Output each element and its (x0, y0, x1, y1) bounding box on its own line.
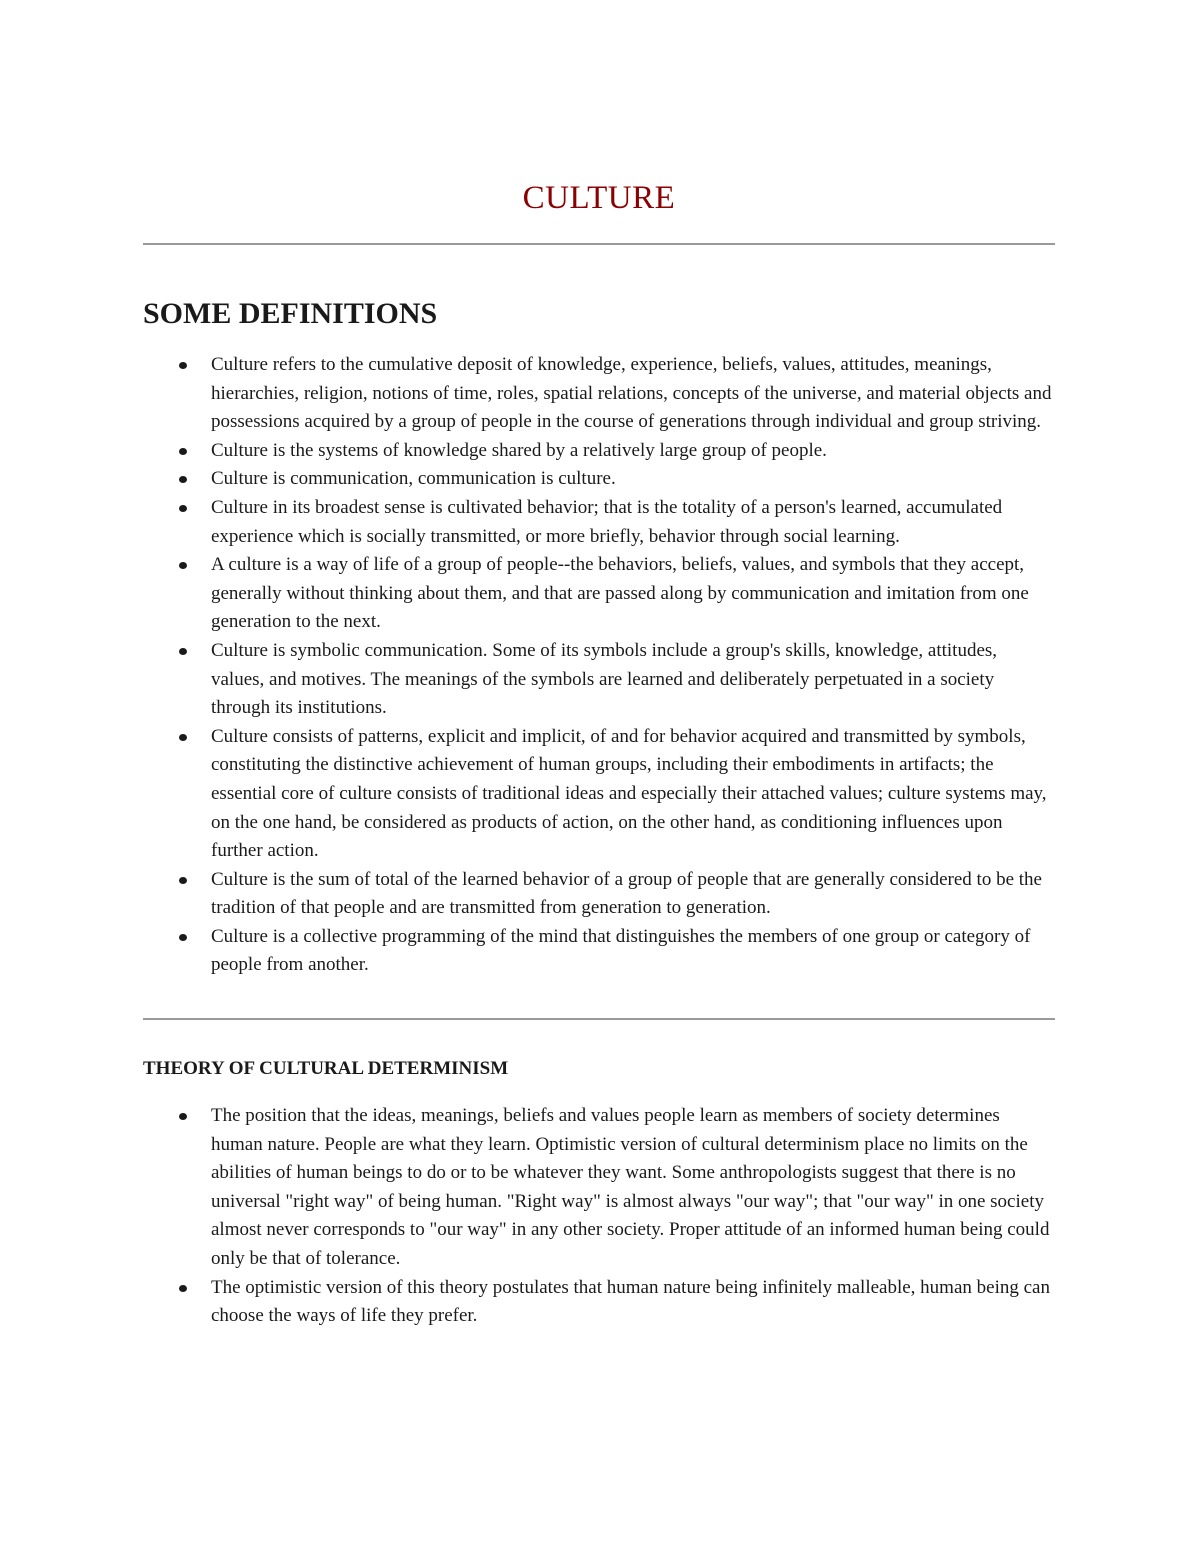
bullet-icon (179, 734, 187, 741)
title-divider (143, 243, 1055, 245)
definition-text: Culture consists of patterns, explicit and implicit, of and for behavior acquired and transmitted by symbols, constituting the distinctive achievement of human groups, including their embodiments in artifacts; the essential core of culture consists of traditional ideas and especially their attached values; culture systems may, on the one hand, be considered as products of action, on the other hand, as conditioning influences upon further action. (211, 725, 1047, 862)
definition-text: Culture is symbolic communication. Some of its symbols include a group's skills, knowledge, attitudes, values, and motives. The meanings of the symbols are learned and deliberately perpetuated in a society through its institutions. (211, 639, 998, 719)
bullet-icon (179, 877, 187, 884)
definition-text: Culture is communication, communication is culture. (211, 468, 616, 490)
definition-text: A culture is a way of life of a group of people--the behaviors, beliefs, values, and symbols that they accept, generally without thinking about them, and that are passed along by communication and imitation from one generation to the next. (211, 554, 1029, 633)
section-heading-theory: THEORY OF CULTURAL DETERMINISM (143, 1058, 509, 1080)
definition-text: Culture is a collective programming of the mind that distinguishes the members of one group or category of people from another. (211, 925, 1031, 976)
document-page (143, 0, 1055, 1331)
bullet-icon (179, 448, 187, 455)
list-item (143, 494, 1055, 551)
definition-text: Culture refers to the cumulative deposit of knowledge, experience, beliefs, values, attitudes, meanings, hierarchies, religion, notions of time, roles, spatial relations, concepts of the universe, and material objects and possessions acquired by a group of people in the course of generations through individual and group striving. (211, 354, 1052, 433)
section-heading-definitions: SOME DEFINITIONS (143, 297, 438, 330)
definition-text: Culture is the systems of knowledge shared by a relatively large group of people. (211, 439, 827, 461)
bullet-icon (179, 476, 187, 483)
list-item (143, 1102, 1055, 1274)
definitions-list (143, 351, 1055, 980)
list-item (143, 866, 1055, 923)
list-item (143, 351, 1055, 437)
theory-text: The position that the ideas, meanings, beliefs and values people learn as members of society determines human nature. People are what they learn. Optimistic version of cultural determinism place no limits on the abilities of human beings to do or to be whatever they want. Some anthropologists suggest that there is no universal "right way" of being human. "Right way" is almost always "our way"; that "our way" in one society almost never corresponds to "our way" in any other society. Proper attitude of an informed human being could only be that of tolerance. (211, 1105, 1050, 1270)
bullet-icon (179, 934, 187, 941)
list-item (143, 1274, 1055, 1331)
definition-text: Culture is the sum of total of the learned behavior of a group of people that are generally considered to be the tradition of that people and are transmitted from generation to generation. (211, 868, 1042, 919)
bullet-icon (179, 1285, 187, 1292)
list-item (143, 923, 1055, 980)
theory-text: The optimistic version of this theory postulates that human nature being infinitely malleable, human being can choose the ways of life they prefer. (211, 1276, 1050, 1327)
bullet-icon (179, 562, 187, 569)
section-divider (143, 1018, 1055, 1020)
list-item (143, 551, 1055, 637)
theory-list (143, 1102, 1055, 1331)
list-item (143, 723, 1055, 866)
list-item (143, 437, 1055, 466)
definition-text: Culture in its broadest sense is cultivated behavior; that is the totality of a person's learned, accumulated experience which is socially transmitted, or more briefly, behavior through social learning. (211, 496, 1003, 547)
bullet-icon (179, 505, 187, 512)
bullet-icon (179, 1113, 187, 1120)
bullet-icon (179, 362, 187, 369)
list-item (143, 637, 1055, 723)
list-item (143, 465, 1055, 494)
document-title: CULTURE (522, 180, 676, 216)
bullet-icon (179, 648, 187, 655)
